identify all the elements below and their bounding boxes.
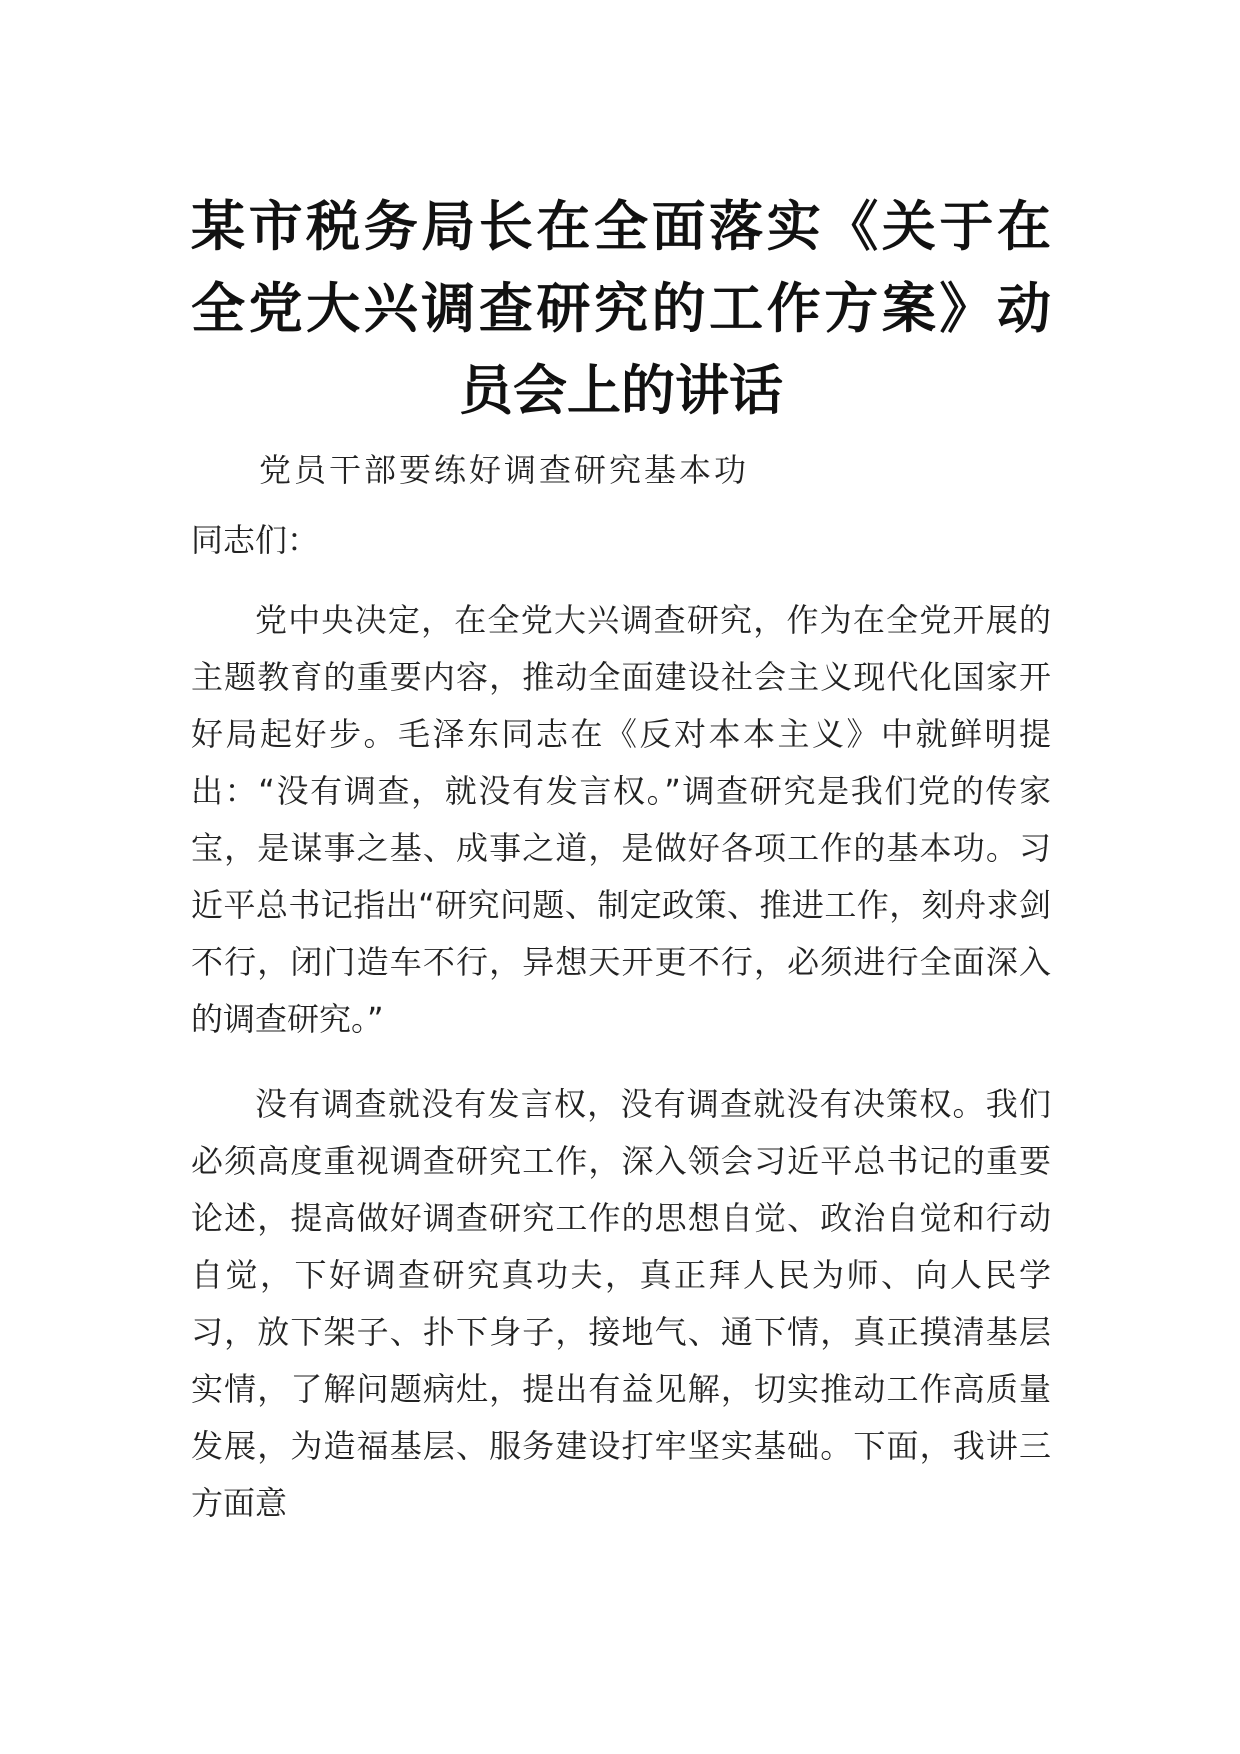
body-paragraph-1: 党中央决定，在全党大兴调查研究，作为在全党开展的主题教育的重要内容，推动全面建设社会主义现代化国家开好局起好步。毛泽东同志在《反对本本主义》中就鲜明提出：“没有调查，就没有发言权。”调查研究是我们党的传家宝，是谋事之基、成事之道，是做好各项工作的基本功。习近平总书记指出“研究问题、制定政策、推进工作，刻舟求剑不行，闭门造车不行，异想天开更不行，必须进行全面深入的调查研究。”: [191, 601, 1051, 1038]
body-paragraph-2: 没有调查就没有发言权，没有调查就没有决策权。我们必须高度重视调查研究工作，深入领会习近平总书记的重要论述，提高做好调查研究工作的思想自觉、政治自觉和行动自觉，下好调查研究真功夫，真正拜人民为师、向人民学习，放下架子、扑下身子，接地气、通下情，真正摸清基层实情，了解问题病灶，提出有益见解，切实推动工作高质量发展，为造福基层、服务建设打牢坚实基础。下面，我讲三方面意: [191, 1085, 1051, 1522]
document-content: [191, 186, 1051, 1532]
salutation: 同志们：: [191, 521, 320, 559]
document-subtitle: 党员干部要练好调查研究基本功: [259, 451, 750, 489]
document-title: 某市税务局长在全面落实《关于在全党大兴调查研究的工作方案》动员会上的讲话: [191, 195, 1051, 422]
